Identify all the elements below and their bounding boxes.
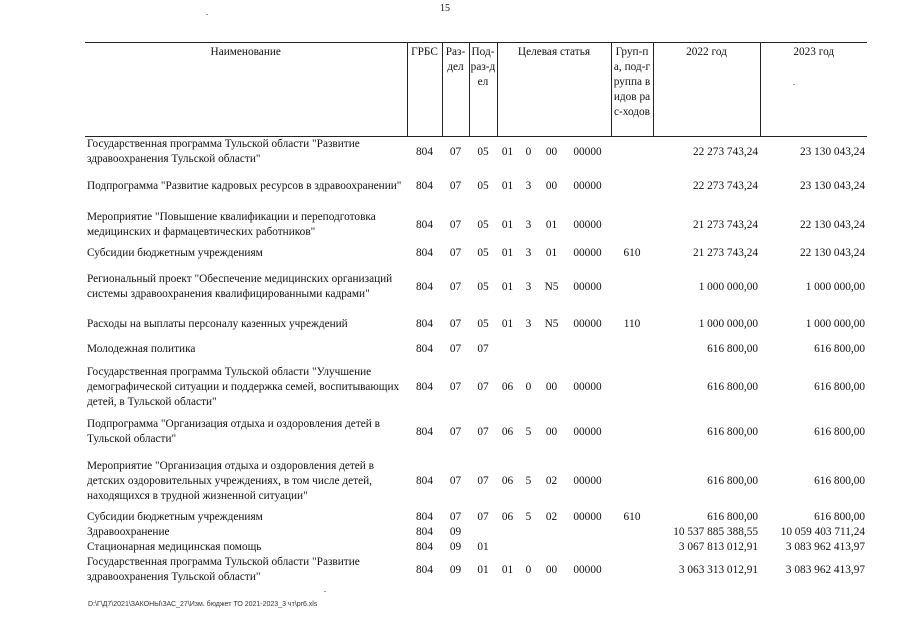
- row-name: Субсидии бюджетным учреждениям: [87, 247, 263, 259]
- header-razdel: Раз-дел: [442, 43, 469, 137]
- cell-target-event: 00: [545, 380, 558, 393]
- cell-target-event: [539, 337, 564, 362]
- cell-grbs: 804: [416, 563, 433, 576]
- table-row: [85, 540, 867, 555]
- cell-grbs: 804: [416, 425, 433, 438]
- cell-amount-2023: 3 083 962 413,97: [785, 541, 865, 553]
- cell-amount-2022: 616 800,00: [707, 474, 758, 487]
- cell-amount-2022: 616 800,00: [707, 425, 758, 438]
- cell-podrazdel: 01: [477, 563, 489, 576]
- cell-target-direction: 00000: [573, 280, 602, 293]
- cell-expense-group: [611, 525, 653, 540]
- cell-razdel: 09: [449, 563, 462, 576]
- cell-amount-2022: 21 273 743,24: [693, 247, 758, 259]
- cell-target-subprogram: 0: [525, 380, 532, 393]
- cell-target-event: N5: [544, 318, 559, 330]
- cell-target-direction: 00000: [573, 318, 602, 330]
- page-number: 15: [440, 3, 450, 14]
- table-row: [85, 205, 867, 245]
- row-name: Мероприятие "Повышение квалификации и переподготовка медицинских и фармацевтических работников": [87, 211, 376, 238]
- budget-table: [85, 42, 867, 585]
- cell-amount-2022: 616 800,00: [707, 380, 758, 393]
- cell-grbs: 804: [416, 318, 433, 330]
- cell-target-event: 02: [545, 474, 558, 487]
- cell-razdel: 07: [449, 511, 462, 523]
- cell-amount-2022: 616 800,00: [707, 511, 758, 523]
- row-name: Субсидии бюджетным учреждениям: [87, 511, 263, 523]
- cell-expense-group: 110: [623, 318, 641, 330]
- cell-target-direction: 00000: [573, 179, 602, 192]
- cell-podrazdel: 07: [477, 511, 489, 523]
- row-name: Региональный проект "Обеспечение медицинских организаций системы здравоохранения квалифицированными кадрами": [87, 273, 393, 300]
- cell-amount-2022: 616 800,00: [707, 343, 758, 355]
- row-name: Подпрограмма "Организация отдыха и оздоровления детей в Тульской области": [87, 418, 380, 445]
- cell-expense-group: [611, 205, 653, 245]
- cell-razdel: 09: [449, 541, 462, 553]
- cell-grbs: 804: [416, 280, 433, 293]
- cell-razdel: 07: [449, 474, 462, 487]
- cell-target-program: [497, 540, 518, 555]
- cell-amount-2022: 22 273 743,24: [693, 145, 758, 158]
- cell-razdel: 07: [449, 145, 462, 158]
- cell-target-subprogram: [518, 525, 539, 540]
- cell-target-program: 01: [501, 218, 514, 231]
- header-podrazdel: Под-раз-дел: [469, 43, 497, 137]
- cell-target-event: [539, 525, 564, 540]
- cell-expense-group: [611, 137, 653, 168]
- cell-target-subprogram: [518, 540, 539, 555]
- row-name: Расходы на выплаты персоналу казенных учреждений: [87, 318, 348, 330]
- cell-target-event: 01: [545, 247, 558, 259]
- table-row: [85, 262, 867, 312]
- cell-podrazdel: [469, 525, 497, 540]
- cell-target-event: 02: [545, 511, 558, 523]
- cell-razdel: 09: [449, 526, 462, 538]
- cell-grbs: 804: [416, 343, 433, 355]
- cell-expense-group: [611, 262, 653, 312]
- header-expense-group: Груп-па, под-группа видов рас-ходов: [611, 43, 653, 137]
- row-name: Государственная программа Тульской области "Развитие здравоохранения Тульской области": [87, 138, 360, 165]
- header-grbs: ГРБС: [407, 43, 442, 137]
- cell-target-direction: 00000: [573, 218, 602, 231]
- cell-amount-2023: 1 000 000,00: [805, 280, 865, 293]
- scan-artifact: [206, 14, 208, 15]
- cell-target-subprogram: 5: [525, 511, 532, 523]
- cell-grbs: 804: [416, 145, 433, 158]
- cell-amount-2023: 3 083 962 413,97: [785, 563, 865, 576]
- cell-target-subprogram: 0: [525, 563, 532, 576]
- cell-amount-2023: 23 130 043,24: [800, 145, 865, 158]
- cell-target-direction: 00000: [573, 145, 602, 158]
- scan-artifact: [793, 84, 795, 85]
- cell-podrazdel: 07: [477, 343, 489, 355]
- cell-target-subprogram: 3: [525, 179, 532, 192]
- cell-amount-2023: 616 800,00: [814, 511, 865, 523]
- cell-razdel: 07: [449, 247, 462, 259]
- cell-target-subprogram: 3: [525, 218, 532, 231]
- cell-podrazdel: 05: [477, 318, 489, 330]
- cell-target-direction: [564, 525, 611, 540]
- cell-target-program: 01: [501, 280, 514, 293]
- cell-expense-group: [611, 337, 653, 362]
- cell-target-program: 01: [501, 247, 514, 259]
- table-row: [85, 167, 867, 205]
- cell-target-subprogram: 3: [525, 247, 532, 259]
- file-path-footer: D:\Г\Д7\2021\ЗАКОНЫ\ЗАС_27\Изм. бюджет ТО 2021-2023_3 чт\pr6.xls: [88, 601, 318, 608]
- cell-target-event: 00: [545, 145, 558, 158]
- cell-amount-2022: 1 000 000,00: [698, 280, 758, 293]
- cell-podrazdel: 05: [477, 218, 489, 231]
- cell-target-program: [497, 337, 518, 362]
- row-name: Здравоохранение: [87, 526, 170, 538]
- cell-target-program: 06: [501, 425, 514, 438]
- cell-target-event: 00: [545, 563, 558, 576]
- cell-grbs: 804: [416, 541, 433, 553]
- cell-grbs: 804: [416, 526, 433, 538]
- cell-expense-group: 610: [623, 247, 641, 259]
- cell-amount-2023: 616 800,00: [814, 343, 865, 355]
- table-row: [85, 337, 867, 362]
- cell-target-program: 06: [501, 511, 514, 523]
- table-row: [85, 412, 867, 452]
- cell-razdel: 07: [449, 380, 462, 393]
- cell-target-direction: [564, 337, 611, 362]
- cell-target-program: 06: [501, 474, 514, 487]
- cell-razdel: 07: [449, 318, 462, 330]
- row-name: Подпрограмма "Развитие кадровых ресурсов в здравоохранении": [87, 179, 402, 192]
- cell-amount-2023: 23 130 043,24: [800, 179, 865, 192]
- cell-amount-2023: 10 059 403 711,24: [780, 526, 865, 538]
- cell-target-subprogram: 5: [525, 425, 532, 438]
- cell-amount-2022: 3 063 313 012,91: [678, 563, 758, 576]
- cell-amount-2022: 22 273 743,24: [693, 179, 758, 192]
- cell-expense-group: [611, 412, 653, 452]
- cell-target-subprogram: 3: [525, 280, 532, 293]
- cell-target-direction: 00000: [573, 474, 602, 487]
- cell-target-direction: [564, 540, 611, 555]
- cell-amount-2023: 616 800,00: [814, 380, 865, 393]
- cell-expense-group: [611, 555, 653, 585]
- cell-expense-group: 610: [623, 511, 641, 523]
- cell-razdel: 07: [449, 280, 462, 293]
- cell-amount-2023: 22 130 043,24: [800, 247, 865, 259]
- cell-razdel: 07: [449, 343, 462, 355]
- cell-grbs: 804: [416, 511, 433, 523]
- row-name: Государственная программа Тульской области "Развитие здравоохранения Тульской области": [87, 556, 360, 583]
- cell-podrazdel: 07: [477, 474, 489, 487]
- table-row: [85, 137, 867, 168]
- header-year-2023: 2023 год: [760, 43, 867, 137]
- cell-podrazdel: 07: [477, 425, 489, 438]
- cell-target-subprogram: 3: [525, 318, 532, 330]
- table-row: [85, 555, 867, 585]
- cell-amount-2023: 22 130 043,24: [800, 218, 865, 231]
- cell-expense-group: [611, 452, 653, 510]
- table-row: [85, 525, 867, 540]
- cell-podrazdel: 05: [477, 247, 489, 259]
- table-row: [85, 452, 867, 510]
- cell-amount-2023: 616 800,00: [814, 425, 865, 438]
- cell-target-program: 01: [501, 318, 514, 330]
- cell-expense-group: [611, 362, 653, 412]
- cell-amount-2022: 1 000 000,00: [698, 318, 758, 330]
- row-name: Государственная программа Тульской области "Улучшение демографической ситуации и поддержка семей, воспитывающих детей, в Тульской области": [87, 365, 400, 408]
- cell-target-event: 01: [545, 218, 558, 231]
- cell-target-program: 01: [501, 563, 514, 576]
- cell-expense-group: [611, 167, 653, 205]
- cell-podrazdel: 05: [477, 179, 489, 192]
- cell-target-direction: 00000: [573, 563, 602, 576]
- cell-target-event: 00: [545, 179, 558, 192]
- table-row: [85, 510, 867, 525]
- cell-target-program: [497, 525, 518, 540]
- cell-podrazdel: 01: [477, 541, 489, 553]
- cell-grbs: 804: [416, 247, 433, 259]
- cell-grbs: 804: [416, 179, 433, 192]
- table-header-row: [85, 43, 867, 137]
- cell-target-program: 01: [501, 179, 514, 192]
- cell-target-subprogram: [518, 337, 539, 362]
- cell-grbs: 804: [416, 474, 433, 487]
- table-row: [85, 312, 867, 337]
- scan-artifact: [324, 591, 326, 592]
- cell-podrazdel: 07: [477, 380, 489, 393]
- table-row: [85, 362, 867, 412]
- cell-amount-2023: 616 800,00: [814, 474, 865, 487]
- cell-amount-2022: 3 067 813 012,91: [678, 541, 758, 553]
- row-name: Стационарная медицинская помощь: [87, 541, 262, 553]
- cell-target-direction: 00000: [573, 425, 602, 438]
- cell-podrazdel: 05: [477, 145, 489, 158]
- cell-target-direction: 00000: [573, 511, 602, 523]
- cell-target-subprogram: 0: [525, 145, 532, 158]
- cell-amount-2022: 10 537 885 388,55: [673, 526, 758, 538]
- cell-grbs: 804: [416, 218, 433, 231]
- row-name: Молодежная политика: [87, 343, 196, 355]
- cell-grbs: 804: [416, 380, 433, 393]
- header-name: Наименование: [85, 43, 407, 137]
- cell-razdel: 07: [449, 179, 462, 192]
- cell-amount-2022: 21 273 743,24: [693, 218, 758, 231]
- table-row: [85, 245, 867, 262]
- row-name: Мероприятие "Организация отдыха и оздоровления детей в детских оздоровительных учреждениях, в том числе детей, находящихся в трудной жизненной ситуации": [87, 459, 375, 502]
- cell-target-direction: 00000: [573, 380, 602, 393]
- cell-target-event: [539, 540, 564, 555]
- header-target-article: Целевая статья: [497, 43, 611, 137]
- cell-amount-2023: 1 000 000,00: [805, 318, 865, 330]
- cell-razdel: 07: [449, 425, 462, 438]
- cell-target-subprogram: 5: [525, 474, 532, 487]
- cell-podrazdel: 05: [477, 280, 489, 293]
- cell-target-event: N5: [544, 280, 559, 293]
- cell-razdel: 07: [449, 218, 462, 231]
- header-year-2022: 2022 год: [653, 43, 760, 137]
- cell-target-program: 06: [501, 380, 514, 393]
- cell-target-program: 01: [501, 145, 514, 158]
- cell-target-event: 00: [545, 425, 558, 438]
- cell-expense-group: [611, 540, 653, 555]
- cell-target-direction: 00000: [573, 247, 602, 259]
